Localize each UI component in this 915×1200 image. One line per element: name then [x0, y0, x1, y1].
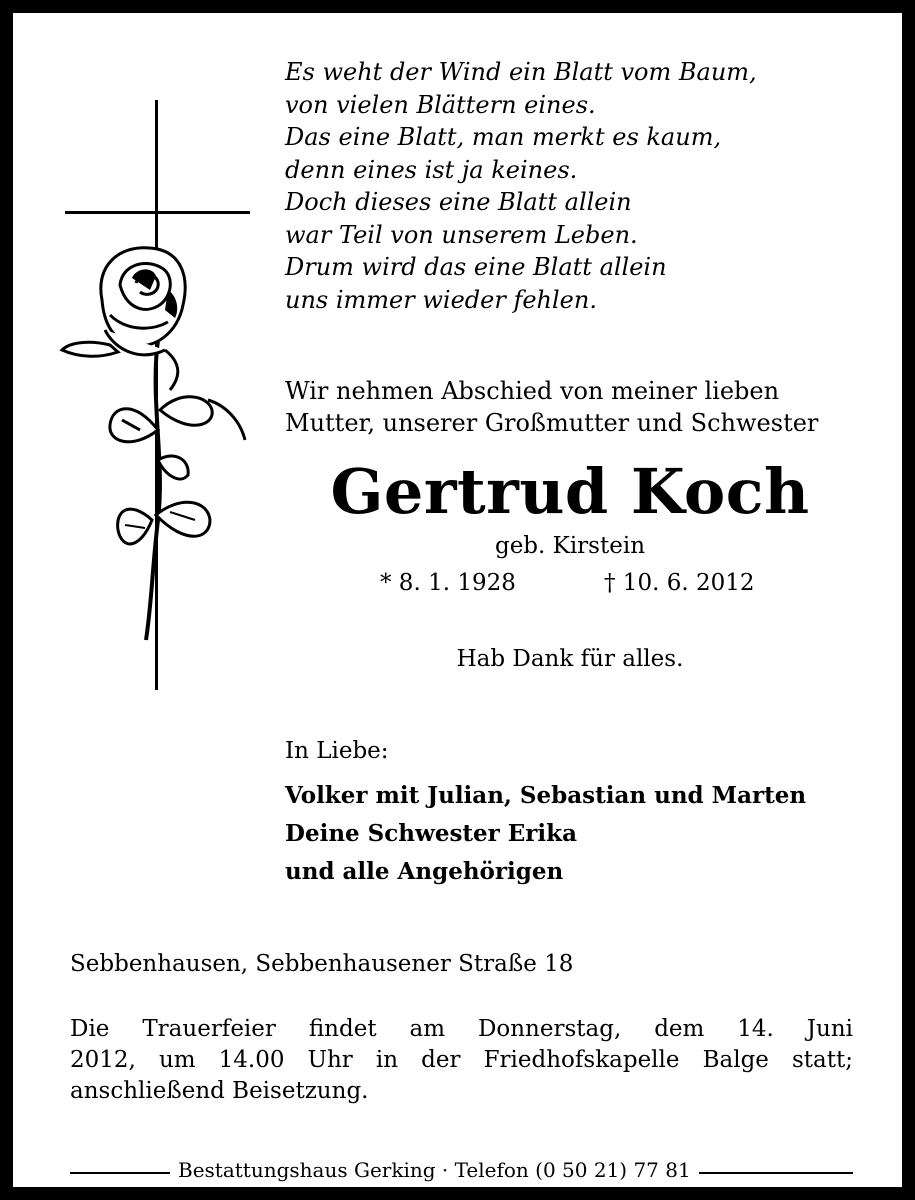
- funeral-line: anschließend Beisetzung.: [70, 1078, 369, 1104]
- signatory: Volker mit Julian, Sebastian und Marten: [285, 782, 807, 809]
- funeral-line: Die Trauerfeier findet am Donnerstag, dem 14. Juni: [70, 1016, 853, 1042]
- deceased-name: Gertrud Koch: [330, 455, 810, 528]
- signatory: und alle Angehörigen: [285, 858, 564, 885]
- maiden-name: geb. Kirstein: [494, 533, 646, 559]
- signatories: [285, 777, 806, 891]
- funeral-home-footer: Bestattungshaus Gerking · Telefon (0 50 21) 77 81: [170, 1158, 699, 1182]
- poem-line: Doch dieses eine Blatt allein: [285, 188, 632, 216]
- intro-line: Mutter, unserer Großmutter und Schwester: [285, 409, 819, 437]
- farewell-intro: [285, 375, 855, 439]
- poem-line: von vielen Blättern eines.: [285, 90, 596, 119]
- birth-date: * 8. 1. 1928: [380, 570, 516, 596]
- poem-line: Es weht der Wind ein Blatt vom Baum,: [285, 58, 757, 86]
- death-date: † 10. 6. 2012: [604, 570, 755, 596]
- intro-line: Wir nehmen Abschied von meiner lieben: [285, 377, 780, 405]
- love-label: In Liebe:: [285, 738, 389, 764]
- cross-with-rose-icon: [40, 100, 260, 700]
- poem-line: denn eines ist ja keines.: [285, 155, 578, 184]
- poem: [285, 56, 845, 316]
- thanks-line: Hab Dank für alles.: [456, 646, 684, 672]
- poem-line: uns immer wieder fehlen.: [285, 285, 597, 314]
- address: Sebbenhausen, Sebbenhausener Straße 18: [70, 951, 574, 977]
- signatory: Deine Schwester Erika: [285, 820, 578, 847]
- poem-line: war Teil von unserem Leben.: [285, 220, 638, 249]
- poem-line: Das eine Blatt, man merkt es kaum,: [285, 123, 722, 151]
- funeral-details: [70, 1014, 853, 1107]
- funeral-line: 2012, um 14.00 Uhr in der Friedhofskapelle Balge statt;: [70, 1047, 853, 1073]
- poem-line: Drum wird das eine Blatt allein: [285, 253, 667, 281]
